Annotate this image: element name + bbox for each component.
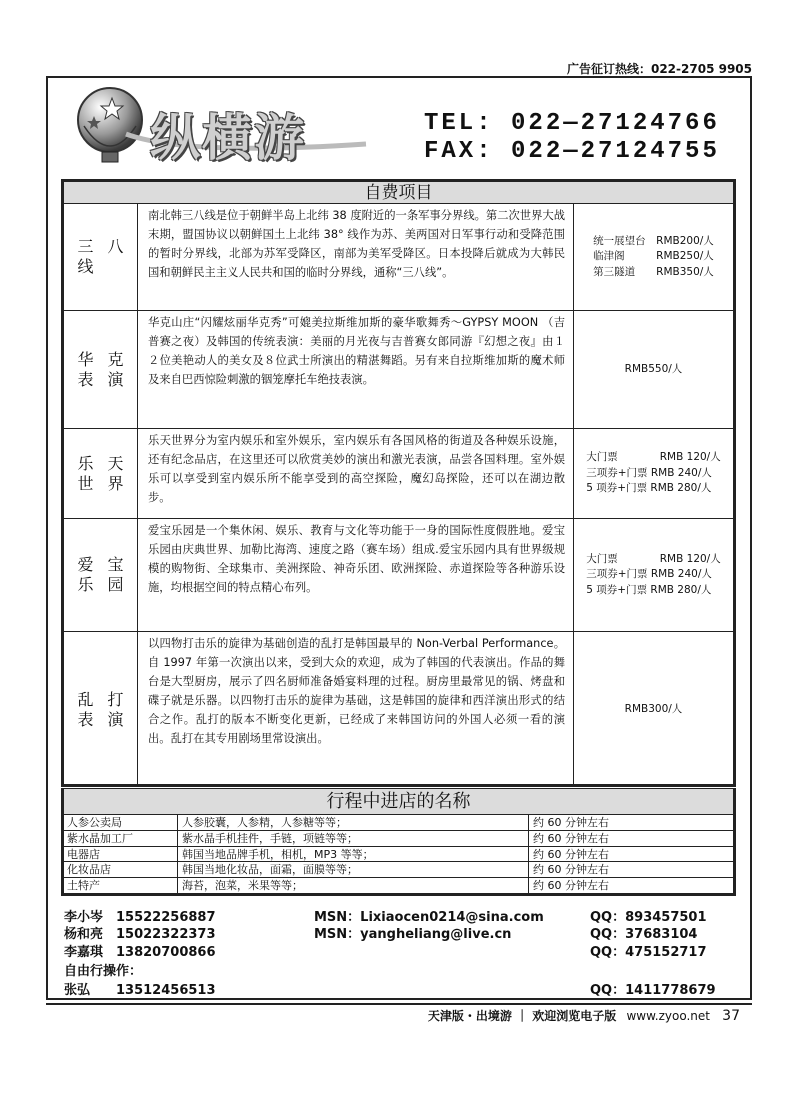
item-name: 华 克 表 演 (64, 311, 138, 428)
shop-row: 土特产 海苔，泡菜，米果等等； 约 60 分钟左右 (64, 878, 733, 894)
contact-name-phone: 张弘 13512456513 (64, 983, 216, 998)
hotline: 广告征订热线：022-2705 9905 (566, 62, 752, 76)
section-title: 行程中进店的名称 (64, 789, 733, 815)
item-price: 大门票 RMB 120/人 三项券+门票 RMB 240/人 5 项券+门票 RMB 280/人 (586, 552, 721, 596)
website-link[interactable]: www.zyoo.net (626, 1009, 710, 1023)
table-row (64, 311, 733, 429)
contact-msn: MSN：Lixiaocen0214@sina.com (314, 910, 544, 925)
shop-row: 紫水晶加工厂 紫水晶手机挂件，手链，项链等等； 约 60 分钟左右 (64, 831, 733, 847)
contact-qq: QQ：1411778679 (590, 983, 716, 998)
item-name: 三八线 (64, 204, 138, 310)
contact-name-phone: 杨和亮 15022322373 (64, 927, 216, 942)
table-row (64, 204, 733, 311)
item-price: RMB550/人 (624, 362, 683, 375)
item-price: 统一展望台 RMB200/人 临津阁 RMB250/人 第三隧道 RMB350/人 (593, 234, 714, 278)
contact-qq: QQ：37683104 (590, 927, 698, 942)
item-name: 爱 宝 乐 园 (64, 519, 138, 631)
item-description: 华克山庄“闪耀炫丽华克秀”可媲美拉斯维加斯的豪华歌舞秀～GYPSY MOON （吉普赛之夜）及韩国的传统表演：美丽的月光夜与吉普赛女郎同游『幻想之夜』由１２位美艳动人的美女及８位武士所演出的精湛舞蹈。另有来自拉斯维加斯的魔术师及来自巴西惊险刺激的铟笼摩托车绝技表演。 (138, 311, 574, 428)
table-row (64, 429, 733, 519)
logo-text: 纵横游 (150, 109, 306, 167)
item-description: 乐天世界分为室内娱乐和室外娱乐，室内娱乐有各国风格的街道及各种娱乐设施，还有纪念品店，在这里还可以欣赏美妙的演出和激光表演，品尝各国料理。室外娱乐可以享受到室内娱乐所不能享受到的高空探险，魔幻岛探险，还可以在湖边散步。 (138, 429, 574, 518)
edition-label: 天津版・出境游 ｜ 欢迎浏览电子版 (427, 1009, 617, 1023)
item-description: 以四物打击乐的旋律为基础创造的乱打是韩国最早的 Non-Verbal Performance。自 1997 年第一次演出以来，受到大众的欢迎，成为了韩国的代表演出。作品的舞台是大型厨房，展示了四名厨师准备婚宴料理的过程。厨房里最常见的锅、烤盘和碟子就是乐器。以四物打击乐的旋律为基础，这是韩国的旋律和西洋演出形式的结合之作。乱打的版本不断变化更新，已经成了来韩国访问的外国人必须一看的演出。乱打在其专用剧场里常设演出。 (138, 632, 574, 787)
free-travel-label: 自由行操作： (64, 964, 143, 979)
table-row (64, 519, 733, 632)
item-name: 乱 打 表 演 (64, 632, 138, 787)
item-description: 南北韩三八线是位于朝鲜半岛上北纬 38 度附近的一条军事分界线。第二次世界大战末期，盟国协议以朝鲜国土上北纬 38° 线作为苏、美两国对日军事行动和受降范围的暂时分界线，北部为苏军受降区，南部为美军受降区。日本投降后就成为大韩民国和朝鲜民主主义人民共和国的临时分界线，通称“三八线”。 (138, 204, 574, 310)
contact-qq: QQ：893457501 (590, 910, 707, 925)
section-title: 自费项目 (64, 182, 733, 204)
shop-row: 人参公卖局 人参胶囊，人参精，人参糖等等； 约 60 分钟左右 (64, 815, 733, 831)
item-description: 爱宝乐园是一个集休闲、娱乐、教育与文化等功能于一身的国际性度假胜地。爱宝乐园由庆典世界、加勒比海湾、速度之路（赛车场）组成.爱宝乐园内具有世界级规模的购物街、全球集市、美洲探险、神奇乐团、欧洲探险、赤道探险等各种游乐设施，均根据空间的特点精心布列。 (138, 519, 574, 631)
contact-qq: QQ：475152717 (590, 945, 707, 960)
shop-row: 电器店 韩国当地品牌手机，相机，MP3 等等； 约 60 分钟左右 (64, 847, 733, 863)
item-price: RMB300/人 (624, 702, 683, 715)
contact-name-phone: 李嘉琪 13820700866 (64, 945, 216, 960)
contact-msn: MSN：yangheliang@live.cn (314, 927, 512, 942)
excursion-table (61, 179, 736, 787)
footer (428, 1007, 740, 1024)
table-row (64, 632, 733, 787)
item-name: 乐 天 世 界 (64, 429, 138, 518)
fax-line: FAX: 022—27124755 (424, 138, 720, 165)
shops-table (61, 788, 736, 896)
footer-rule (46, 1003, 752, 1005)
item-price: 大门票 RMB 120/人 三项券+门票 RMB 240/人 5 项券+门票 RMB 280/人 (586, 451, 721, 495)
shop-row: 化妆品店 韩国当地化妆品，面霜，面膜等等； 约 60 分钟左右 (64, 862, 733, 878)
page-number: 37 (722, 1008, 740, 1024)
tel-line: TEL: 022—27124766 (424, 110, 720, 137)
contact-name-phone: 李小岑 15522256887 (64, 910, 216, 925)
